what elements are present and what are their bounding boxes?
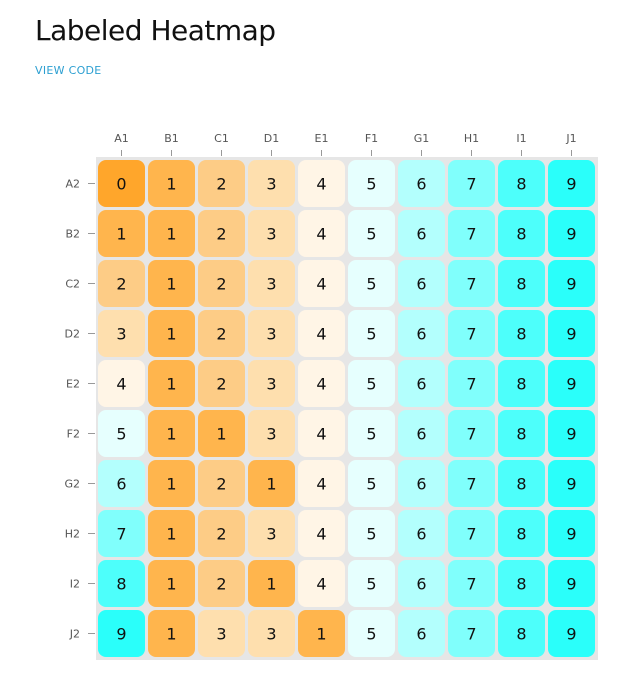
cell-value: 7 xyxy=(466,374,477,394)
cell-value: 6 xyxy=(416,624,427,644)
cell-value: 2 xyxy=(216,524,227,544)
heatmap-cell-H1-F2 xyxy=(448,410,495,457)
cell-value: 4 xyxy=(316,274,327,294)
cell-value: 9 xyxy=(566,374,577,394)
heatmap-cell-B1-F2 xyxy=(148,410,195,457)
heatmap-cell-G1-A2 xyxy=(398,160,445,207)
heatmap-cell-E1-B2 xyxy=(298,210,345,257)
cell-value: 2 xyxy=(216,174,227,194)
cell-value: 5 xyxy=(366,524,377,544)
heatmap-cell-E1-A2 xyxy=(298,160,345,207)
row-label-I2: I2 xyxy=(69,577,80,591)
cell-value: 9 xyxy=(566,524,577,544)
heatmap-cell-E1-G2 xyxy=(298,460,345,507)
cell-value: 7 xyxy=(466,624,477,644)
row-label-G2: G2 xyxy=(64,477,80,491)
heatmap-cell-F1-J2 xyxy=(348,610,395,657)
heatmap-cell-B1-A2 xyxy=(148,160,195,207)
heatmap-cell-D1-D2 xyxy=(248,310,295,357)
cell-value: 4 xyxy=(316,174,327,194)
heatmap-cell-I1-D2 xyxy=(498,310,545,357)
column-label-J1: J1 xyxy=(566,132,577,145)
cell-value: 3 xyxy=(266,274,277,294)
heatmap-cell-E1-C2 xyxy=(298,260,345,307)
row-label-E2: E2 xyxy=(66,377,80,391)
heatmap-cell-B1-I2 xyxy=(148,560,195,607)
cell-value: 8 xyxy=(516,524,527,544)
cell-value: 9 xyxy=(566,574,577,594)
heatmap-cell-F1-I2 xyxy=(348,560,395,607)
heatmap-cell-C1-F2 xyxy=(198,410,245,457)
cell-value: 5 xyxy=(116,424,127,444)
row-label-J2: J2 xyxy=(69,627,80,641)
cell-value: 5 xyxy=(366,174,377,194)
column-label-E1: E1 xyxy=(314,132,329,145)
cell-value: 3 xyxy=(266,424,277,444)
cell-value: 7 xyxy=(466,574,477,594)
heatmap-cell-J1-C2 xyxy=(548,260,595,307)
heatmap-cell-G1-G2 xyxy=(398,460,445,507)
cell-value: 4 xyxy=(316,324,327,344)
heatmap-cell-D1-C2 xyxy=(248,260,295,307)
heatmap-cell-C1-A2 xyxy=(198,160,245,207)
heatmap-cell-D1-B2 xyxy=(248,210,295,257)
cell-value: 4 xyxy=(316,474,327,494)
heatmap-cell-G1-D2 xyxy=(398,310,445,357)
heatmap-cell-J1-B2 xyxy=(548,210,595,257)
heatmap-cell-E1-F2 xyxy=(298,410,345,457)
heatmap-cell-E1-H2 xyxy=(298,510,345,557)
cell-value: 8 xyxy=(516,624,527,644)
heatmap-cell-C1-E2 xyxy=(198,360,245,407)
heatmap-cell-B1-D2 xyxy=(148,310,195,357)
heatmap-cell-A1-E2 xyxy=(98,360,145,407)
heatmap-cell-J1-D2 xyxy=(548,310,595,357)
heatmap-cell-D1-I2 xyxy=(248,560,295,607)
cell-value: 7 xyxy=(466,424,477,444)
cell-value: 5 xyxy=(366,374,377,394)
heatmap-cells xyxy=(98,160,595,657)
cell-value: 1 xyxy=(166,424,177,444)
heatmap-cell-H1-D2 xyxy=(448,310,495,357)
row-labels xyxy=(64,178,95,641)
cell-value: 3 xyxy=(266,524,277,544)
heatmap-cell-G1-E2 xyxy=(398,360,445,407)
cell-value: 2 xyxy=(216,474,227,494)
cell-value: 7 xyxy=(466,274,477,294)
heatmap-cell-H1-A2 xyxy=(448,160,495,207)
heatmap-cell-F1-B2 xyxy=(348,210,395,257)
heatmap-cell-J1-A2 xyxy=(548,160,595,207)
column-label-B1: B1 xyxy=(164,132,179,145)
heatmap-cell-B1-G2 xyxy=(148,460,195,507)
heatmap-cell-H1-H2 xyxy=(448,510,495,557)
heatmap-cell-D1-A2 xyxy=(248,160,295,207)
column-labels xyxy=(114,132,576,156)
heatmap-cell-I1-G2 xyxy=(498,460,545,507)
heatmap-cell-J1-H2 xyxy=(548,510,595,557)
heatmap-cell-I1-C2 xyxy=(498,260,545,307)
heatmap-cell-D1-G2 xyxy=(248,460,295,507)
heatmap-cell-F1-H2 xyxy=(348,510,395,557)
cell-value: 1 xyxy=(166,374,177,394)
cell-value: 8 xyxy=(516,274,527,294)
cell-value: 6 xyxy=(416,224,427,244)
heatmap-cell-I1-I2 xyxy=(498,560,545,607)
cell-value: 7 xyxy=(466,524,477,544)
cell-value: 1 xyxy=(166,524,177,544)
cell-value: 5 xyxy=(366,324,377,344)
heatmap-cell-G1-C2 xyxy=(398,260,445,307)
heatmap-cell-A1-H2 xyxy=(98,510,145,557)
cell-value: 8 xyxy=(516,474,527,494)
heatmap-cell-I1-A2 xyxy=(498,160,545,207)
cell-value: 6 xyxy=(416,574,427,594)
cell-value: 9 xyxy=(566,174,577,194)
cell-value: 4 xyxy=(316,574,327,594)
cell-value: 1 xyxy=(266,474,277,494)
cell-value: 6 xyxy=(416,174,427,194)
cell-value: 6 xyxy=(416,524,427,544)
row-label-F2: F2 xyxy=(66,427,80,441)
heatmap-cell-J1-J2 xyxy=(548,610,595,657)
heatmap-cell-G1-J2 xyxy=(398,610,445,657)
cell-value: 0 xyxy=(116,174,127,194)
heatmap-cell-D1-H2 xyxy=(248,510,295,557)
cell-value: 9 xyxy=(566,474,577,494)
heatmap-cell-B1-C2 xyxy=(148,260,195,307)
cell-value: 1 xyxy=(216,424,227,444)
cell-value: 3 xyxy=(116,324,127,344)
heatmap-cell-I1-F2 xyxy=(498,410,545,457)
heatmap-cell-E1-I2 xyxy=(298,560,345,607)
cell-value: 8 xyxy=(516,324,527,344)
cell-value: 8 xyxy=(116,574,127,594)
cell-value: 3 xyxy=(266,224,277,244)
heatmap-cell-C1-I2 xyxy=(198,560,245,607)
cell-value: 3 xyxy=(266,624,277,644)
heatmap-cell-A1-D2 xyxy=(98,310,145,357)
cell-value: 5 xyxy=(366,624,377,644)
heatmap-cell-A1-J2 xyxy=(98,610,145,657)
cell-value: 1 xyxy=(166,324,177,344)
page-title: Labeled Heatmap xyxy=(35,14,276,47)
cell-value: 4 xyxy=(316,424,327,444)
heatmap-cell-F1-A2 xyxy=(348,160,395,207)
heatmap-cell-F1-F2 xyxy=(348,410,395,457)
heatmap-cell-C1-D2 xyxy=(198,310,245,357)
cell-value: 1 xyxy=(166,474,177,494)
heatmap-cell-F1-D2 xyxy=(348,310,395,357)
heatmap-cell-B1-B2 xyxy=(148,210,195,257)
cell-value: 8 xyxy=(516,374,527,394)
cell-value: 6 xyxy=(416,274,427,294)
heatmap-cell-B1-H2 xyxy=(148,510,195,557)
heatmap-cell-E1-D2 xyxy=(298,310,345,357)
cell-value: 5 xyxy=(366,274,377,294)
cell-value: 5 xyxy=(366,424,377,444)
cell-value: 5 xyxy=(366,224,377,244)
cell-value: 1 xyxy=(166,274,177,294)
column-label-H1: H1 xyxy=(463,132,480,145)
cell-value: 7 xyxy=(466,174,477,194)
cell-value: 9 xyxy=(116,624,127,644)
heatmap-cell-H1-J2 xyxy=(448,610,495,657)
heatmap-cell-I1-J2 xyxy=(498,610,545,657)
cell-value: 2 xyxy=(116,274,127,294)
column-label-C1: C1 xyxy=(214,132,229,145)
heatmap-cell-A1-I2 xyxy=(98,560,145,607)
heatmap-cell-G1-I2 xyxy=(398,560,445,607)
heatmap-cell-H1-C2 xyxy=(448,260,495,307)
column-label-F1: F1 xyxy=(364,132,379,145)
heatmap-cell-B1-E2 xyxy=(148,360,195,407)
cell-value: 1 xyxy=(166,224,177,244)
cell-value: 3 xyxy=(266,374,277,394)
cell-value: 4 xyxy=(316,224,327,244)
cell-value: 1 xyxy=(166,174,177,194)
heatmap-cell-C1-B2 xyxy=(198,210,245,257)
cell-value: 3 xyxy=(216,624,227,644)
column-label-A1: A1 xyxy=(114,132,129,145)
heatmap-cell-G1-H2 xyxy=(398,510,445,557)
cell-value: 2 xyxy=(216,374,227,394)
cell-value: 7 xyxy=(116,524,127,544)
heatmap-cell-C1-C2 xyxy=(198,260,245,307)
heatmap-cell-C1-H2 xyxy=(198,510,245,557)
cell-value: 4 xyxy=(316,524,327,544)
heatmap-cell-H1-E2 xyxy=(448,360,495,407)
row-label-C2: C2 xyxy=(65,277,80,291)
heatmap-cell-J1-F2 xyxy=(548,410,595,457)
cell-value: 3 xyxy=(266,174,277,194)
heatmap-cell-I1-H2 xyxy=(498,510,545,557)
heatmap-cell-A1-C2 xyxy=(98,260,145,307)
heatmap-cell-J1-G2 xyxy=(548,460,595,507)
cell-value: 2 xyxy=(216,324,227,344)
heatmap-cell-D1-F2 xyxy=(248,410,295,457)
heatmap-cell-D1-E2 xyxy=(248,360,295,407)
cell-value: 1 xyxy=(166,574,177,594)
view-code-link[interactable]: VIEW CODE xyxy=(35,64,102,77)
heatmap-cell-G1-B2 xyxy=(398,210,445,257)
cell-value: 7 xyxy=(466,224,477,244)
cell-value: 6 xyxy=(416,424,427,444)
cell-value: 8 xyxy=(516,174,527,194)
column-label-G1: G1 xyxy=(413,132,430,145)
cell-value: 6 xyxy=(116,474,127,494)
cell-value: 6 xyxy=(416,374,427,394)
heatmap-cell-A1-G2 xyxy=(98,460,145,507)
cell-value: 9 xyxy=(566,424,577,444)
cell-value: 7 xyxy=(466,324,477,344)
cell-value: 9 xyxy=(566,324,577,344)
column-label-I1: I1 xyxy=(516,132,527,145)
cell-value: 7 xyxy=(466,474,477,494)
cell-value: 4 xyxy=(316,374,327,394)
heatmap-cell-F1-E2 xyxy=(348,360,395,407)
heatmap-cell-E1-J2 xyxy=(298,610,345,657)
row-label-A2: A2 xyxy=(65,177,80,191)
cell-value: 8 xyxy=(516,224,527,244)
heatmap-cell-H1-B2 xyxy=(448,210,495,257)
heatmap-cell-A1-A2 xyxy=(98,160,145,207)
cell-value: 1 xyxy=(166,624,177,644)
cell-value: 9 xyxy=(566,274,577,294)
cell-value: 6 xyxy=(416,324,427,344)
heatmap-cell-D1-J2 xyxy=(248,610,295,657)
cell-value: 8 xyxy=(516,574,527,594)
heatmap-cell-J1-I2 xyxy=(548,560,595,607)
cell-value: 4 xyxy=(116,374,127,394)
cell-value: 3 xyxy=(266,324,277,344)
heatmap-cell-G1-F2 xyxy=(398,410,445,457)
cell-value: 6 xyxy=(416,474,427,494)
cell-value: 9 xyxy=(566,224,577,244)
heatmap-cell-J1-E2 xyxy=(548,360,595,407)
row-label-B2: B2 xyxy=(65,227,80,241)
heatmap-cell-C1-J2 xyxy=(198,610,245,657)
heatmap-cell-A1-F2 xyxy=(98,410,145,457)
heatmap-cell-H1-I2 xyxy=(448,560,495,607)
cell-value: 9 xyxy=(566,624,577,644)
cell-value: 2 xyxy=(216,274,227,294)
cell-value: 1 xyxy=(266,574,277,594)
heatmap-cell-B1-J2 xyxy=(148,610,195,657)
heatmap-cell-F1-C2 xyxy=(348,260,395,307)
cell-value: 2 xyxy=(216,574,227,594)
heatmap-cell-H1-G2 xyxy=(448,460,495,507)
cell-value: 5 xyxy=(366,474,377,494)
row-label-H2: H2 xyxy=(64,527,80,541)
heatmap-cell-A1-B2 xyxy=(98,210,145,257)
heatmap-cell-I1-E2 xyxy=(498,360,545,407)
heatmap-cell-F1-G2 xyxy=(348,460,395,507)
row-label-D2: D2 xyxy=(64,327,80,341)
heatmap-cell-C1-G2 xyxy=(198,460,245,507)
cell-value: 1 xyxy=(116,224,127,244)
cell-value: 2 xyxy=(216,224,227,244)
heatmap-cell-E1-E2 xyxy=(298,360,345,407)
cell-value: 1 xyxy=(316,624,327,644)
heatmap-cell-I1-B2 xyxy=(498,210,545,257)
cell-value: 8 xyxy=(516,424,527,444)
column-label-D1: D1 xyxy=(263,132,280,145)
cell-value: 5 xyxy=(366,574,377,594)
